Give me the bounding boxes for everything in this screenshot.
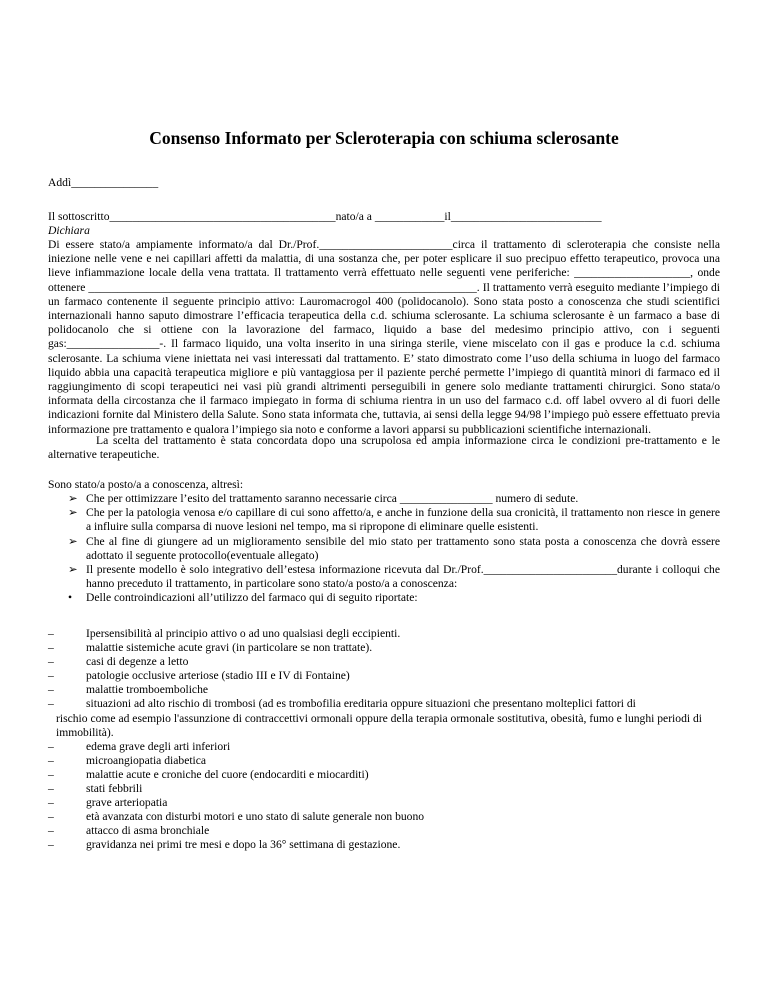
arrow-bullet-icon: ➢ (68, 535, 78, 548)
dash-icon: – (48, 697, 54, 710)
dash-icon: – (48, 824, 54, 837)
list-item (48, 563, 720, 591)
dash-icon: – (48, 683, 54, 696)
contraindication-item: – stati febbrili (48, 782, 143, 795)
dash-icon: – (48, 754, 54, 767)
dash-icon: – (48, 655, 54, 668)
contraindication-continuation: rischio come ad esempio l'assunzione di contraccettivi ormonali oppure della terapia ormonale sostitutiva, obesità, fumo e lunghi periodi di immobilità). (56, 711, 703, 739)
list-item (48, 492, 720, 506)
dash-icon: – (48, 838, 54, 851)
contraindication-item: – malattie acute e croniche del cuore (endocarditi e miocarditi) (48, 768, 369, 781)
list-item-text: Che per la patologia venosa e/o capillare di cui sono affetto/a, e anche in funzione della sua cronicità, il trattamento non riesce in genere a influire sulla comparsa di nuove lesioni nel tempo, ma si ripropone di eliminare quelle esistenti. (86, 506, 720, 534)
dash-icon: – (48, 669, 54, 682)
contraindication-item: – situazioni ad alto rischio di trombosi (ad es trombofilia ereditaria oppure situazioni che presentano molteplici fattori di rischio come ad esempio l'assunzione di contraccettivi ormonali oppure della terapia ormonale sostitutiva, obesità, fumo e lunghi periodi di immobilità). (48, 697, 720, 741)
signatory-line: Il sottoscritto_______________________________________nato/a a ____________il__________________________ (48, 210, 602, 223)
dichiara-heading: Dichiara (48, 224, 90, 237)
main-paragraph: Di essere stato/a ampiamente informato/a dal Dr./Prof._______________________circa il trattamento di scleroterapia che consiste nella iniezione nelle vene e nei capillari affetti da malattia, di una sostanza che, per poter esplicare il suo precipuo effetto terapeutico, provoca una lieve infiammazione locale della vena trattata. Il trattamento verrà effettuato nelle seguenti vene periferiche: ____________________, onde ottenere ___________________________________________________________________. Il trattamento verrà eseguito mediante l’impiego di un farmaco contenente il seguente principio attivo: Lauromacrogol 400 (polidocanolo). Sono stata posto a conoscenza che studi scientifici internazionali hanno saputo dimostrare l’efficacia terapeutica della c.d. schiuma sclerosante. La schiuma sclerosante è un farmaco a base di polidocanolo che si ottiene con la lavorazione del farmaco, liquido a base del medesimo principio attivo, con i seguenti gas:________________-. Il farmaco liquido, una volta inserito in una siringa sterile, viene miscelato con il gas e produce la c.d. schiuma sclerosante. La schiuma viene iniettata nei vasi interessati dal trattamento. E’ stato dimostrato come l’uso della schiuma in luogo del farmaco liquido abbia una capacità terapeutica migliore e più vantaggiosa per il paziente perché permette l’impiego di quantità minori di farmaco ed il raggiungimento di scopi terapeutici nei vasi più grandi altrimenti perseguibili in genere solo mediante trattamenti chirurgici. Sono stata/o informata della circostanza che il farmaco impiegato in forma di schiuma rientra in un uso del farmaco c.d. off label ovvero al di fuori delle indicazioni fornite dal Ministero della Salute. Sono stata informata che, tuttavia, ai sensi della legge 94/98 l’impiego può essere effettuato previa informazione pre trattamento e qualora l’impiego sia noto e conforme a lavori apparsi su pubblicazioni scientifiche internazionali. (48, 238, 720, 436)
list-item (48, 591, 720, 605)
dash-icon: – (48, 810, 54, 823)
contraindication-item: – patologie occlusive arteriose (stadio III e IV di Fontaine) (48, 669, 350, 682)
list-item-text: Che al fine di giungere ad un miglioramento sensibile del mio stato per trattamento sono stata posta a conoscenza che dovrà essere adottato il seguente protocollo(eventuale allegato) (86, 535, 720, 563)
contraindication-item: – microangiopatia diabetica (48, 754, 207, 767)
list-item-text: Il presente modello è solo integrativo dell’estesa informazione ricevuta dal Dr./Prof._______________________durante i colloqui che hanno preceduto il trattamento, in particolare sono stato/a posto/a a conoscenza: (86, 563, 720, 591)
document-title: Consenso Informato per Scleroterapia con schiuma sclerosante (149, 128, 619, 148)
dash-icon: – (48, 627, 54, 640)
list-item-text: Delle controindicazioni all’utilizzo del farmaco qui di seguito riportate: (86, 591, 418, 604)
scelta-paragraph: La scelta del trattamento è stata concordata dopo una scrupolosa ed ampia informazione circa le condizioni pre-trattamento e le alternative terapeutiche. (48, 434, 720, 462)
contraindication-item: – grave arteriopatia (48, 796, 168, 809)
arrow-bullet-icon: ➢ (68, 563, 78, 576)
contraindication-item: – Ipersensibilità al principio attivo o ad uno qualsiasi degli eccipienti. (48, 627, 401, 640)
dash-icon: – (48, 768, 54, 781)
arrow-bullet-icon: ➢ (68, 492, 78, 505)
list-item-text: Che per ottimizzare l’esito del trattamento saranno necessarie circa ________________ numero di sedute. (86, 492, 579, 505)
arrow-bullet-icon: ➢ (68, 506, 78, 519)
contraindication-item: – attacco di asma bronchiale (48, 824, 210, 837)
dot-bullet-icon: • (68, 591, 73, 604)
dash-icon: – (48, 796, 54, 809)
contraindication-item: – età avanzata con disturbi motori e uno stato di salute generale non buono (48, 810, 425, 823)
contraindication-item: – edema grave degli arti inferiori (48, 740, 231, 753)
dash-icon: – (48, 782, 54, 795)
list-item (48, 506, 720, 534)
date-line: Addì_______________ (48, 176, 159, 189)
dash-icon: – (48, 641, 54, 654)
contraindication-item: – malattie tromboemboliche (48, 683, 209, 696)
contraindication-item: – gravidanza nei primi tre mesi e dopo la 36° settimana di gestazione. (48, 838, 401, 851)
dash-icon: – (48, 740, 54, 753)
contraindication-item: – casi di degenze a letto (48, 655, 189, 668)
posto-intro: Sono stato/a posto/a a conoscenza, altresì: (48, 478, 244, 491)
list-item (48, 535, 720, 563)
contraindication-item: – malattie sistemiche acute gravi (in particolare se non trattate). (48, 641, 373, 654)
